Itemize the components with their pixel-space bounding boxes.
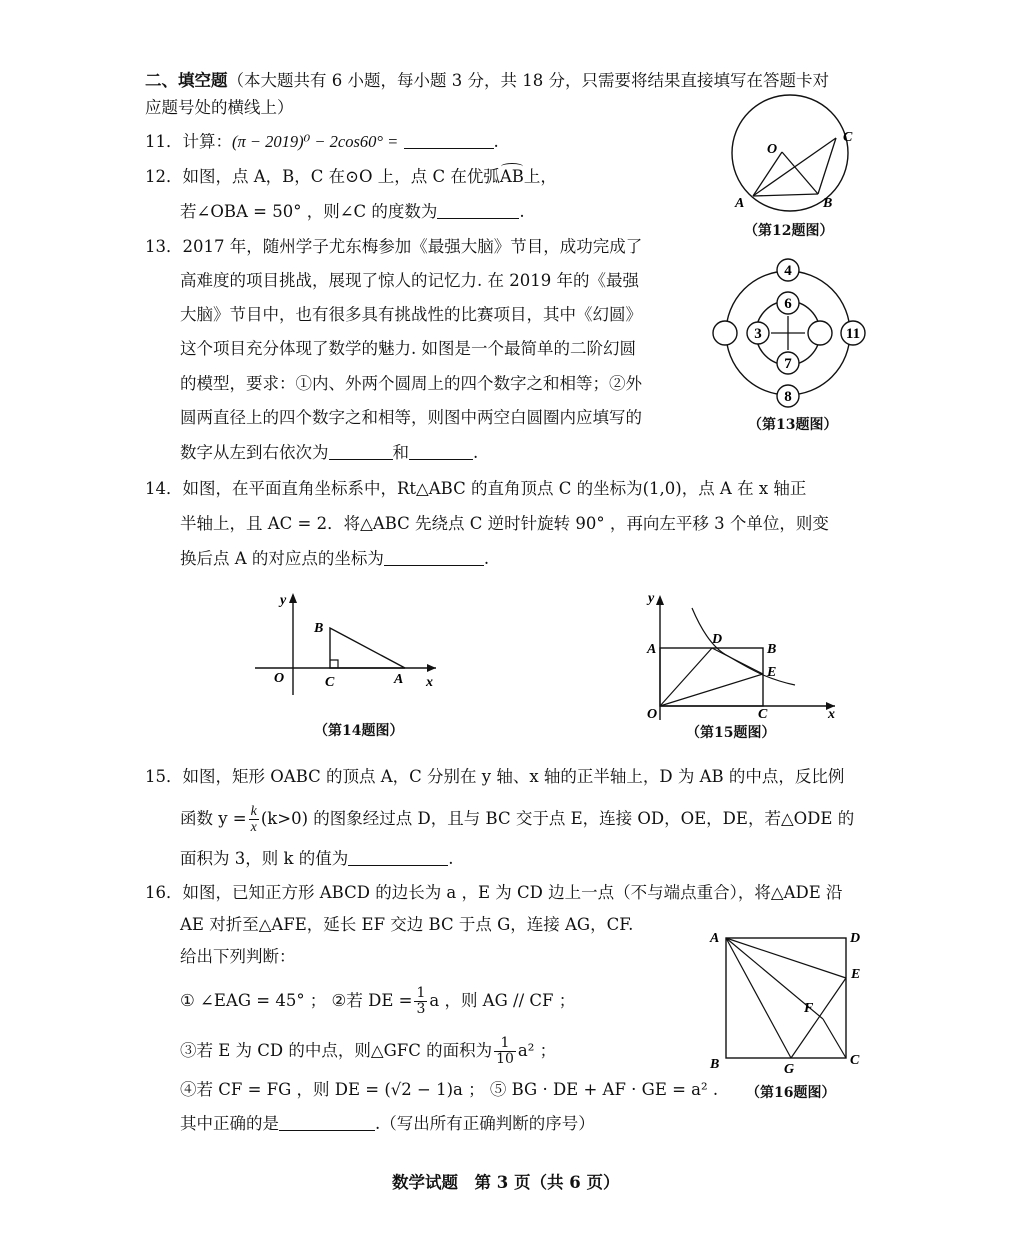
section-header (145, 70, 829, 92)
q13-last-b: 和 (392, 443, 409, 462)
fig15-label-a: A (647, 642, 657, 657)
figure-13 (708, 255, 908, 415)
fig15-label-d: D (712, 632, 723, 647)
q11-text: 计算： (182, 132, 232, 151)
fig15-label-o: O (647, 707, 658, 722)
fig15-label-c: C (758, 707, 768, 722)
q15-number: 15． (145, 767, 183, 786)
q14-end: . (483, 549, 490, 568)
q15-answer-blank[interactable] (348, 850, 448, 866)
q11-expression: (π − 2019)⁰ − 2cos60° = (232, 132, 399, 151)
question-14 (145, 478, 806, 500)
fig12-label-a: A (735, 196, 745, 211)
q11-answer-blank[interactable] (404, 133, 494, 149)
fig16-label-d: D (850, 931, 861, 946)
fig13-number-top: 4 (784, 263, 792, 279)
q13-blank-1[interactable] (329, 444, 393, 460)
q16-judgement-1-2 (180, 986, 575, 1017)
fig12-caption: （第12题图） (744, 223, 834, 239)
q12-answer-blank[interactable] (437, 203, 519, 219)
fig16-label-f: F (804, 1001, 814, 1016)
fig13-number-inner-top: 6 (784, 296, 792, 312)
q15-line3-text: 面积为 3，则 k 的值为 (180, 849, 349, 868)
q13-line: 大脑》节目中，也有很多具有挑战性的比赛项目，其中《幻圆》 (180, 305, 642, 324)
q13-line: 这个项目充分体现了数学的魅力. 如图是一个最简单的二阶幻圆 (180, 339, 636, 358)
question-11 (145, 131, 499, 153)
q15-frac-d: x (250, 820, 257, 835)
figure-16 (706, 926, 866, 1076)
q16-j3-frac-d: 10 (496, 1051, 514, 1067)
q13-number: 13． (145, 237, 183, 256)
question-16 (145, 882, 843, 904)
q16-j1-fraction (414, 986, 427, 1017)
q15-line2 (180, 804, 854, 835)
fig15-caption: （第15题图） (686, 725, 776, 741)
q13-end: . (473, 443, 479, 462)
figure-14 (250, 590, 450, 700)
fig13-number-inner-bottom: 7 (784, 356, 792, 372)
q11-number: 11． (145, 132, 183, 151)
q16-j1-end: a ，则 AG // CF ； (429, 991, 576, 1010)
fig16-caption: （第16题图） (746, 1085, 836, 1101)
q13-line: 2017 年，随州学子尤东梅参加《最强大脑》节目，成功完成了 (182, 237, 643, 256)
q15-line3 (180, 848, 453, 870)
fig14-label-o: O (274, 671, 285, 686)
fig14-label-c: C (325, 675, 335, 690)
fig15-label-x: x (828, 707, 835, 722)
q16-last: 其中正确的是 (180, 1114, 279, 1133)
fig13-caption: （第13题图） (748, 417, 838, 433)
section-desc-2: 应题号处的横线上） (145, 98, 294, 117)
figure-15 (630, 590, 850, 720)
fig13-number-bottom: 8 (784, 389, 792, 405)
q16-j3: ③若 E 为 CD 的中点，则△GFC 的面积为 (180, 1041, 493, 1060)
section-desc: （本大题共有 6 小题，每小题 3 分，共 18 分，只需要将结果直接填写在答题卡对 (227, 71, 829, 90)
q16-number: 16． (145, 883, 183, 902)
q14-line2: 半轴上，且 AC = 2．将△ABC 先绕点 C 逆时针旋转 90° ，再向左平移 3 个单位，则变 (180, 514, 829, 533)
fig14-label-b: B (314, 621, 324, 636)
q16-j1-frac-d: 3 (416, 1001, 426, 1017)
fig15-label-e: E (767, 665, 777, 680)
q16-j3-frac-n: 1 (494, 1036, 516, 1052)
question-13 (145, 236, 642, 258)
q12-line2: 若∠OBA = 50° ，则∠C 的度数为 (180, 202, 438, 221)
q15-line1: 如图，矩形 OABC 的顶点 A，C 分别在 y 轴、x 轴的正半轴上，D 为 AB 的中点，反比例 (182, 767, 845, 786)
q14-line1: 如图，在平面直角坐标系中，Rt△ABC 的直角顶点 C 的坐标为(1,0)，点 A 在 x 轴正 (182, 479, 807, 498)
fig14-label-y: y (280, 593, 287, 608)
q12-arc-ab: AB (499, 167, 524, 186)
q15-fraction (249, 804, 259, 835)
q13-line: 高难度的项目挑战，展现了惊人的记忆力. 在 2019 年的《最强 (180, 271, 639, 290)
question-12-line2 (180, 201, 525, 223)
q15-frac-n: k (250, 804, 257, 819)
q13-line: 的模型，要求：①内、外两个圆周上的四个数字之和相等；②外 (180, 374, 642, 393)
q11-end: . (493, 132, 499, 151)
fig15-label-b: B (767, 642, 777, 657)
fig12-label-c: C (843, 130, 853, 145)
q16-last-end: .（写出所有正确判断的序号） (375, 1114, 595, 1133)
fig13-number-right: 11 (845, 326, 861, 342)
q15-line2-a: 函数 y = (180, 809, 247, 828)
q16-line2: AE 对折至△AFE，延长 EF 交边 BC 于点 G，连接 AG，CF. (180, 915, 634, 934)
q13-blank-2[interactable] (409, 444, 473, 460)
q16-j1-frac-n: 1 (416, 985, 426, 1001)
q14-answer-blank[interactable] (384, 550, 484, 566)
figure-12 (725, 108, 865, 211)
fig16-label-c: C (850, 1053, 860, 1068)
q16-line3: 给出下列判断： (180, 947, 296, 966)
fig14-label-x: x (426, 675, 433, 690)
fig16-label-a: A (710, 931, 720, 946)
fig14-caption: （第14题图） (314, 723, 404, 739)
q12-number: 12． (145, 167, 183, 186)
page-footer: 数学试题 第 3 页（共 6 页） (392, 1173, 620, 1192)
fig13-number-inner-left: 3 (754, 326, 762, 342)
q16-judgement-4-5: ④若 CF = FG ，则 DE = (√2 − 1)a ； ⑤ BG · DE + AF · GE = a² . (180, 1080, 719, 1099)
fig12-label-o: O (767, 142, 778, 157)
q14-number: 14． (145, 479, 183, 498)
q13-last-line (180, 442, 478, 464)
q16-last-line (180, 1113, 595, 1135)
fig14-label-a: A (394, 672, 404, 687)
q13-last-a: 数字从左到右依次为 (180, 443, 329, 462)
q16-j3-end: a² ； (517, 1041, 557, 1060)
q12-line1-end: 上， (523, 167, 557, 186)
fig15-label-y: y (648, 591, 655, 606)
fig16-label-b: B (710, 1057, 720, 1072)
q15-end: . (448, 849, 454, 868)
q16-j1: ① ∠EAG = 45° ； ②若 DE = (180, 991, 413, 1010)
section-title: 二、填空题 (145, 71, 228, 90)
q12-end: . (519, 202, 525, 221)
fig16-label-e: E (851, 967, 861, 982)
q15-line2-b: (k>0) 的图象经过点 D，且与 BC 交于点 E，连接 OD，OE，DE，若△ODE 的 (260, 809, 855, 828)
q16-line1: 如图，已知正方形 ABCD 的边长为 a ，E 为 CD 边上一点（不与端点重合），将△ADE 沿 (182, 883, 843, 902)
question-12 (145, 166, 557, 188)
q16-judgement-3 (180, 1036, 556, 1067)
q16-answer-blank[interactable] (279, 1115, 375, 1131)
q14-line3: 换后点 A 的对应点的坐标为 (180, 549, 384, 568)
fig16-label-g: G (784, 1062, 795, 1077)
q12-line1: 如图，点 A，B，C 在⊙O 上，点 C 在优弧 (182, 167, 500, 186)
question-15 (145, 766, 844, 788)
q14-line3-wrap (180, 548, 489, 570)
q13-line: 圆两直径上的四个数字之和相等，则图中两空白圆圈内应填写的 (180, 408, 642, 427)
fig12-label-b: B (823, 196, 833, 211)
q16-j3-fraction (494, 1036, 516, 1067)
